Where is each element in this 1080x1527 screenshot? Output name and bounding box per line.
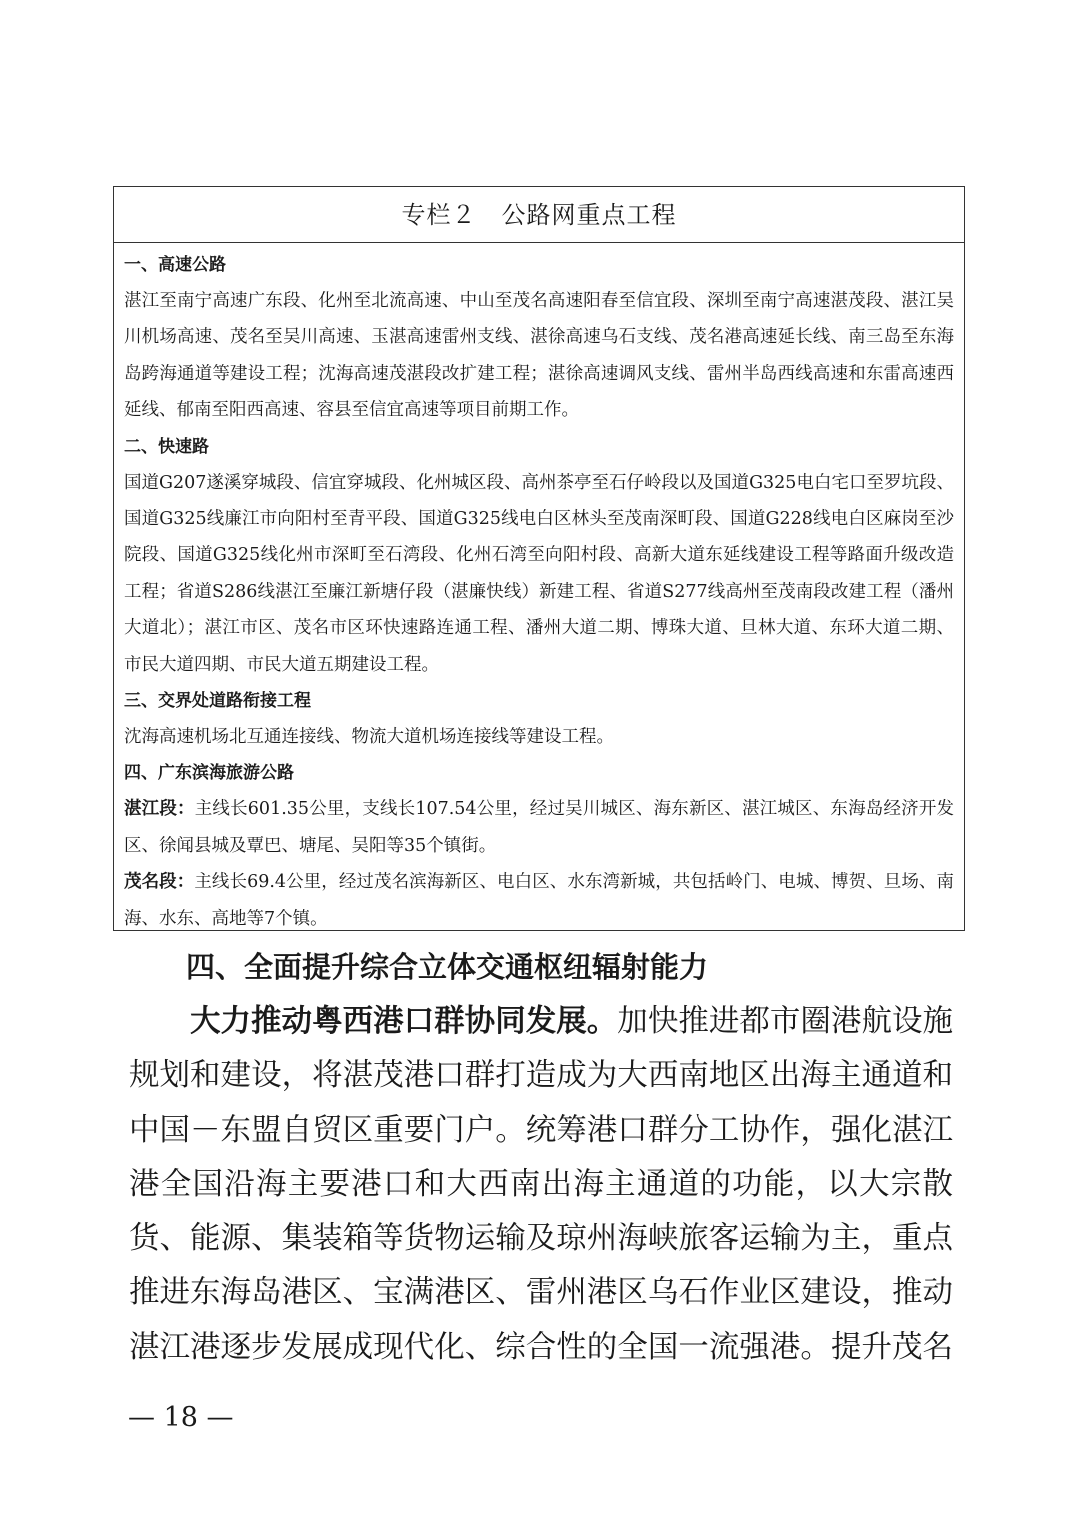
section-coastal-tourism-road (124, 755, 954, 937)
box-body (114, 243, 964, 937)
chapter-heading: 四、全面提升综合立体交通枢纽辐射能力 (186, 950, 709, 984)
section-border-roads (124, 683, 954, 755)
body-paragraph (129, 995, 953, 1375)
section-heading: 一、高速公路 (124, 255, 226, 275)
section-text-content: 沈海高速机场北互通连接线、物流大道机场连接线等建设工程。 (124, 727, 614, 748)
section-text-content: 国道G207遂溪穿城段、信宜穿城段、化州城区段、高州茶亭至石仔岭段以及国道G325电白宅口至罗坑段、国道G325线廉江市向阳村至青平段、国道G325线电白区林头至茂南深町段、国道G228线电白区麻岗至沙院段、国道G325线化州市深町至石湾段、化州石湾至向阳村段、高新大道东延线建设工程等路面升级改造工程；省道S286线湛江至廉江新塘仔段（湛廉快线）新建工程、省道S277线高州至茂南段改建工程（潘州大道北）；湛江市区、茂名市区环快速路连通工程、潘州大道二期、博珠大道、旦林大道、东环大道二期、市民大道四期、市民大道五期建设工程。 (124, 472, 954, 675)
page-number: — 18 — (128, 1402, 234, 1433)
section-fast-road (124, 429, 954, 683)
segment-text: 主线长601.35公里，支线长107.54公里，经过吴川城区、海东新区、湛江城区、东海岛经济开发区、徐闻县城及覃巴、塘尾、吴阳等35个镇街。 (124, 799, 955, 856)
section-heading: 四、广东滨海旅游公路 (124, 763, 294, 784)
segment-lead: 湛江段： (124, 799, 195, 820)
paragraph-text: 加快推进都市圈港航设施规划和建设，将湛茂港口群打造成为大西南地区出海主通道和中国－东盟自贸区重要门户。统筹港口群分工协作，强化湛江港全国沿海主要港口和大西南出海主通道的功能，以大宗散货、能源、集装箱等货物运输及琼州海峡旅客运输为主，重点推进东海岛港区、宝满港区、雷州港区乌石作业区建设，推动湛江港逐步发展成现代化、综合性的全国一流强港。提升茂名 (129, 1004, 953, 1365)
section-text (124, 719, 954, 755)
segment-text: 主线长69.4公里，经过茂名滨海新区、电白区、水东湾新城，共包括岭门、电城、博贺、旦场、南海、水东、高地等7个镇。 (124, 872, 955, 929)
section-expressway (124, 247, 954, 429)
section-text (124, 283, 954, 429)
section-heading: 二、快速路 (124, 436, 209, 457)
feature-box (113, 186, 965, 931)
section-heading: 三、交界处道路衔接工程 (124, 691, 311, 712)
segment-lead: 茂名段： (124, 872, 195, 893)
section-text (124, 465, 954, 683)
zhanjiang-segment (124, 791, 954, 864)
maoming-segment (124, 864, 954, 937)
paragraph-lead: 大力推动粤西港口群协同发展。 (190, 1004, 618, 1039)
box-title: 专栏２ 公路网重点工程 (114, 187, 964, 243)
section-text-content: 湛江至南宁高速广东段、化州至北流高速、中山至茂名高速阳春至信宜段、深圳至南宁高速湛茂段、湛江吴川机场高速、茂名至吴川高速、玉湛高速雷州支线、湛徐高速乌石支线、茂名港高速延长线、南三岛至东海岛跨海通道等建设工程；沈海高速茂湛段改扩建工程；湛徐高速调风支线、雷州半岛西线高速和东雷高速西延线、郁南至阳西高速、容县至信宜高速等项目前期工作。 (124, 291, 954, 421)
